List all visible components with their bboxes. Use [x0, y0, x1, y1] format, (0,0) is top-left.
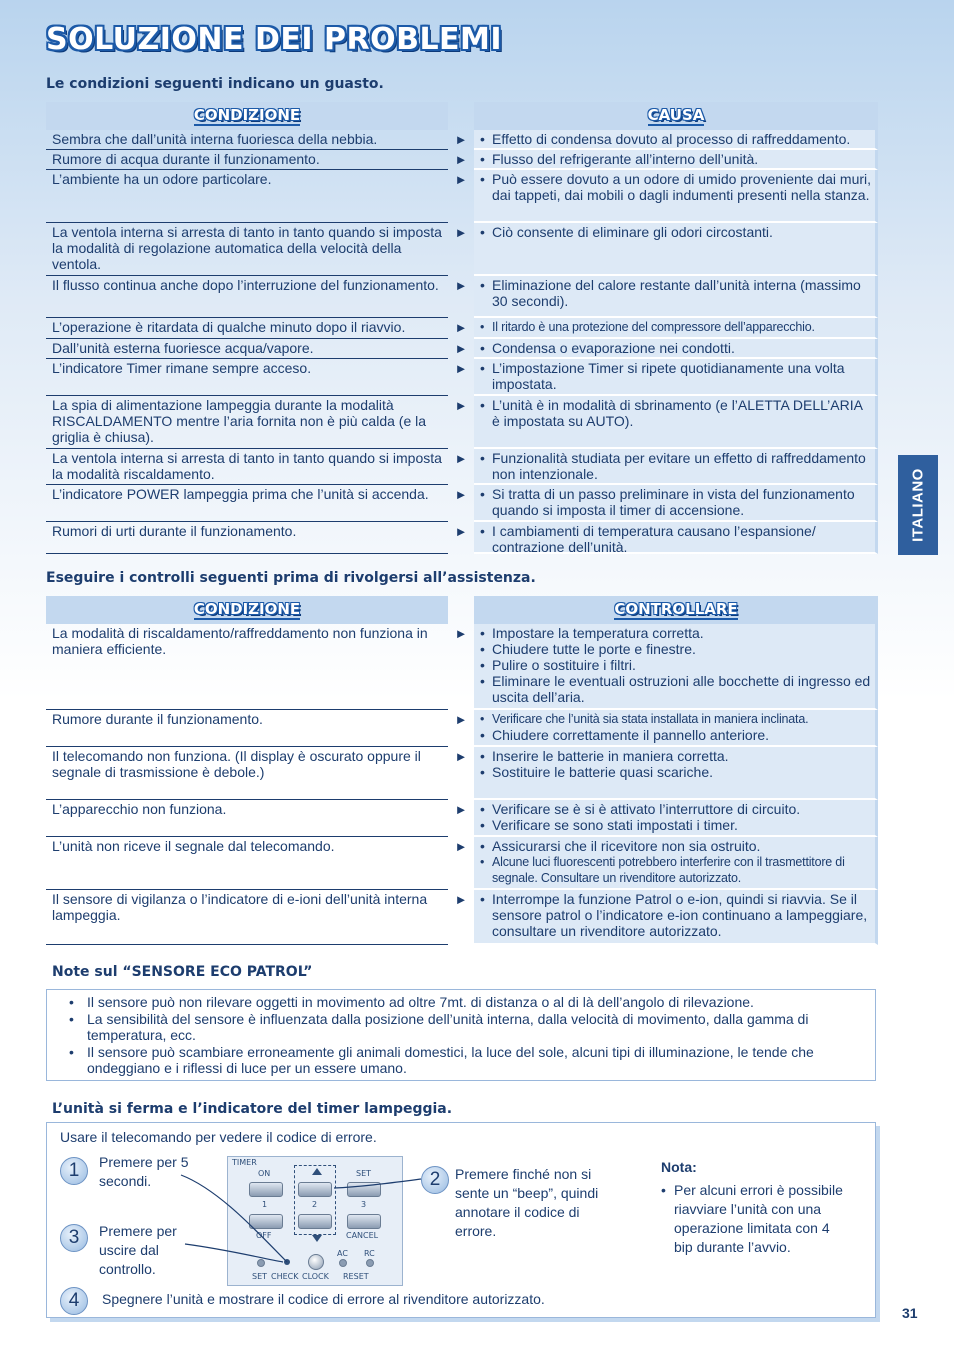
remote-set-dot[interactable] — [257, 1259, 265, 1267]
remote-check-dot[interactable] — [284, 1259, 290, 1265]
side-tab-language: ITALIANO — [898, 455, 938, 555]
remote-check-label: CHECK — [271, 1272, 299, 1281]
arrow-icon: ► — [454, 320, 468, 335]
eco-note-item: • Il sensore può scambiare erroneamente gli animali domestici, la luce del sole, alcuni tipi di illuminazione, le tende che ondeggiano e i riflessi di luce per un essere umano. — [69, 1044, 865, 1077]
down-arrow-icon — [312, 1235, 322, 1242]
remote-rc-dot[interactable] — [366, 1259, 374, 1267]
bullet-item: • Si tratta di un passo preliminare in vista del funzionamento quando si imposta il timer di accensione. — [478, 486, 871, 518]
fault-table — [46, 130, 878, 554]
bullet-item: • Condensa o evaporazione nei condotti. — [478, 340, 871, 356]
table-row — [46, 624, 878, 710]
step-4-badge: 4 — [60, 1287, 88, 1315]
arrow-icon: ► — [454, 278, 468, 293]
condition-cell: La ventola interna si arresta di tanto in tanto quando si imposta la modalità riscaldamento. — [46, 449, 448, 485]
check-table — [46, 624, 878, 945]
section2-heading: Eseguire i controlli seguenti prima di rivolgersi all’assistenza. — [46, 570, 536, 586]
condition-header-2: CONDIZIONE — [46, 596, 448, 624]
bullet-item: • Chiudere correttamente il pannello anteriore. — [478, 727, 871, 743]
remote-cancel-label: CANCEL — [346, 1231, 379, 1240]
table-row — [46, 130, 878, 150]
table-row — [46, 396, 878, 449]
arrow-icon: ► — [454, 524, 468, 539]
table-row — [46, 150, 878, 170]
cause-cell — [474, 130, 878, 150]
condition-cell: Il sensore di vigilanza o l’indicatore di e-ioni dell’unità interna lampeggia. — [46, 890, 448, 945]
eco-notes-box — [46, 989, 876, 1081]
cause-cell — [474, 318, 878, 339]
condition-cell: L’operazione è ritardata di qualche minuto dopo il riavvio. — [46, 318, 448, 339]
remote-set-button[interactable] — [347, 1182, 381, 1197]
remote-on-label: ON — [258, 1169, 271, 1178]
arrow-icon: ► — [454, 132, 468, 147]
bullet-item: • Assicurarsi che il ricevitore non sia ostruito. — [478, 838, 871, 854]
cause-cell — [474, 522, 878, 554]
bullet-item: • Interrompe la funzione Patrol o e-ion, quindi si riavvia. Se il sensore patrol o l’indicatore e-ion continuano a lampeggiare, consultare un rivenditore autorizzato. — [478, 891, 871, 939]
table-row — [46, 318, 878, 339]
table-row — [46, 276, 878, 318]
bullet-item: • Eliminare le eventuali ostruzioni alle bocchette di ingresso ed uscita dell’aria. — [478, 673, 871, 705]
bullet-item: • Sostituire le batterie quasi scariche. — [478, 764, 871, 780]
arrow-icon: ► — [454, 626, 468, 641]
table-row — [46, 522, 878, 554]
condition-cell: La modalità di riscaldamento/raffreddamento non funziona in maniera efficiente. — [46, 624, 448, 710]
table-row — [46, 359, 878, 396]
step-1-text: Premere per 5 secondi. — [99, 1154, 189, 1189]
arrow-icon: ► — [454, 487, 468, 502]
step-3-badge: 3 — [60, 1224, 88, 1252]
remote-off-button[interactable] — [249, 1214, 283, 1229]
cause-header: CAUSA — [474, 102, 878, 130]
condition-cell: La ventola interna si arresta di tanto in tanto quando si imposta la modalità di regolazione automatica della velocità della ventola. — [46, 223, 448, 276]
note-bullet: • — [661, 1182, 666, 1198]
cause-cell — [474, 170, 878, 223]
bullet-item: • Inserire le batterie in maniera corretta. — [478, 748, 871, 764]
cause-cell — [474, 359, 878, 396]
bullet-item: • Eliminazione del calore restante dall’unità interna (massimo 30 secondi). — [478, 277, 871, 309]
error-heading: L’unità si ferma e l’indicatore del timer lampeggia. — [52, 1101, 453, 1117]
check-cell — [474, 837, 878, 890]
condition-cell: L’unità non riceve il segnale dal telecomando. — [46, 837, 448, 890]
condition-cell: Rumore di acqua durante il funzionamento. — [46, 150, 448, 170]
check-cell — [474, 710, 878, 747]
arrow-icon: ► — [454, 225, 468, 240]
bullet-item: • Alcune luci fluorescenti potrebbero interferire con il trasmettitore di segnale. Consultare un rivenditore autorizzato. — [478, 854, 871, 886]
arrow-icon: ► — [454, 839, 468, 854]
bullet-item: • L’impostazione Timer si ripete quotidianamente una volta impostata. — [478, 360, 871, 392]
remote-set-label: SET — [356, 1169, 372, 1178]
bullet-item: • Verificare che l’unità sia stata installata in maniera inclinata. — [478, 711, 871, 727]
table-row — [46, 837, 878, 890]
bullet-item: • Può essere dovuto a un odore di umido proveniente dai muri, dai tappeti, dai mobili o dagli indumenti presenti nella stanza. — [478, 171, 871, 203]
condition-header: CONDIZIONE — [46, 102, 448, 130]
condition-cell: Rumore durante il funzionamento. — [46, 710, 448, 747]
arrow-icon: ► — [454, 749, 468, 764]
condition-cell: L’indicatore POWER lampeggia prima che l’unità si accenda. — [46, 485, 448, 522]
check-header: CONTROLLARE — [474, 596, 878, 624]
cause-cell — [474, 449, 878, 485]
step-3-text: Premere per uscire dal controllo. — [99, 1223, 177, 1277]
bullet-item: • Flusso del refrigerante all’interno dell’unità. — [478, 151, 871, 167]
arrow-icon: ► — [454, 892, 468, 907]
remote-control — [227, 1156, 403, 1286]
table-row — [46, 449, 878, 485]
cause-cell — [474, 396, 878, 449]
bullet-item: • I cambiamenti di temperatura causano l’espansione/ contrazione dell’unità. — [478, 523, 871, 555]
condition-cell: Il telecomando non funziona. (Il display è oscurato oppure il segnale di trasmissione è debole.) — [46, 747, 448, 800]
table-row — [46, 223, 878, 276]
remote-2-label: 2 — [312, 1200, 318, 1209]
condition-cell: L’apparecchio non funziona. — [46, 800, 448, 837]
condition-cell: Sembra che dall’unità interna fuoriesca della nebbia. — [46, 130, 448, 150]
remote-clock-label: CLOCK — [302, 1272, 329, 1281]
eco-note-item: • La sensibilità del sensore è influenzata dalla posizione dell’unità interna, dalla velocità di movimento, dalla gamma di temperatura, ecc. — [69, 1011, 865, 1044]
cause-cell — [474, 150, 878, 170]
remote-off-label: OFF — [256, 1231, 272, 1240]
arrow-icon: ► — [454, 361, 468, 376]
table-row — [46, 170, 878, 223]
bullet-item: • L’unità è in modalità di sbrinamento (e l’ALETTA DELL’ARIA è impostata su AUTO). — [478, 397, 871, 429]
step-2-badge: 2 — [421, 1166, 449, 1194]
condition-cell: L’indicatore Timer rimane sempre acceso. — [46, 359, 448, 396]
table-row — [46, 747, 878, 800]
table-row — [46, 710, 878, 747]
section1-heading: Le condizioni seguenti indicano un guasto. — [46, 76, 384, 92]
arrow-icon: ► — [454, 172, 468, 187]
eco-note-item: • Il sensore può non rilevare oggetti in movimento ad oltre 7mt. di distanza o al di là dell’angolo di rilevazione. — [69, 994, 865, 1011]
table-row — [46, 800, 878, 837]
bullet-item: • Verificare se è si è attivato l’interruttore di circuito. — [478, 801, 871, 817]
bullet-item: • Effetto di condensa dovuto al processo di raffreddamento. — [478, 131, 871, 147]
table-row — [46, 890, 878, 945]
remote-timer-label: TIMER — [232, 1158, 257, 1167]
condition-cell: Il flusso continua anche dopo l’interruzione del funzionamento. — [46, 276, 448, 318]
arrow-icon: ► — [454, 398, 468, 413]
step-1-badge: 1 — [60, 1157, 88, 1185]
step-4-text: Spegnere l’unità e mostrare il codice di errore al rivenditore autorizzato. — [102, 1291, 545, 1307]
remote-3-label: 3 — [361, 1200, 367, 1209]
bullet-item: • Funzionalità studiata per evitare un effetto di raffreddamento non intenzionale. — [478, 450, 871, 482]
note-title: Nota: — [661, 1159, 697, 1175]
table-row — [46, 485, 878, 522]
check-cell — [474, 624, 878, 710]
page-number: 31 — [902, 1305, 918, 1321]
remote-reset-label: RESET — [343, 1272, 369, 1281]
error-intro: Usare il telecomando per vedere il codice di errore. — [60, 1129, 377, 1145]
check-cell — [474, 747, 878, 800]
bullet-item: • Impostare la temperatura corretta. — [478, 625, 871, 641]
cause-cell — [474, 276, 878, 318]
bullet-item: • Il ritardo è una protezione del compressore dell’apparecchio. — [478, 319, 871, 335]
remote-clock-button[interactable] — [308, 1254, 324, 1270]
condition-cell: L’ambiente ha un odore particolare. — [46, 170, 448, 223]
arrow-icon: ► — [454, 152, 468, 167]
page-title: SOLUZIONE DEI PROBLEMI — [46, 22, 503, 57]
cause-cell — [474, 223, 878, 276]
arrow-icon: ► — [454, 712, 468, 727]
check-cell — [474, 800, 878, 837]
table-row — [46, 339, 878, 359]
remote-rc-label: RC — [364, 1249, 375, 1258]
condition-cell: La spia di alimentazione lampeggia durante la modalità RISCALDAMENTO mentre l’aria fornita non è più calda (e la griglia è chiusa). — [46, 396, 448, 449]
remote-ac-dot[interactable] — [339, 1259, 347, 1267]
remote-ac-label: AC — [337, 1249, 348, 1258]
cause-cell — [474, 485, 878, 522]
remote-down-button[interactable] — [298, 1214, 332, 1229]
remote-on-button[interactable] — [249, 1182, 283, 1197]
eco-notes-heading: Note sul “SENSORE ECO PATROL” — [52, 964, 313, 980]
arrow-icon: ► — [454, 451, 468, 466]
bullet-item: • Verificare se sono stati impostati i timer. — [478, 817, 871, 833]
cause-cell — [474, 339, 878, 359]
note-text: Per alcuni errori è possibile riavviare l’unità con una operazione limitata con 4 bip durante l’avvio. — [674, 1182, 843, 1255]
condition-cell: Rumori di urti durante il funzionamento. — [46, 522, 448, 554]
arrow-icon: ► — [454, 341, 468, 356]
step-2-text: Premere finché non si sente un “beep”, quindi annotare il codice di errore. — [455, 1166, 599, 1239]
remote-1-label: 1 — [262, 1200, 268, 1209]
arrow-icon: ► — [454, 802, 468, 817]
condition-cell: Dall’unità esterna fuoriesce acqua/vapore. — [46, 339, 448, 359]
remote-up-button[interactable] — [298, 1182, 332, 1197]
bullet-item: • Pulire o sostituire i filtri. — [478, 657, 871, 673]
remote-set-b-label: SET — [252, 1272, 268, 1281]
check-cell — [474, 890, 878, 945]
bullet-item: • Ciò consente di eliminare gli odori circostanti. — [478, 224, 871, 240]
bullet-item: • Chiudere tutte le porte e finestre. — [478, 641, 871, 657]
remote-cancel-button[interactable] — [347, 1214, 381, 1229]
